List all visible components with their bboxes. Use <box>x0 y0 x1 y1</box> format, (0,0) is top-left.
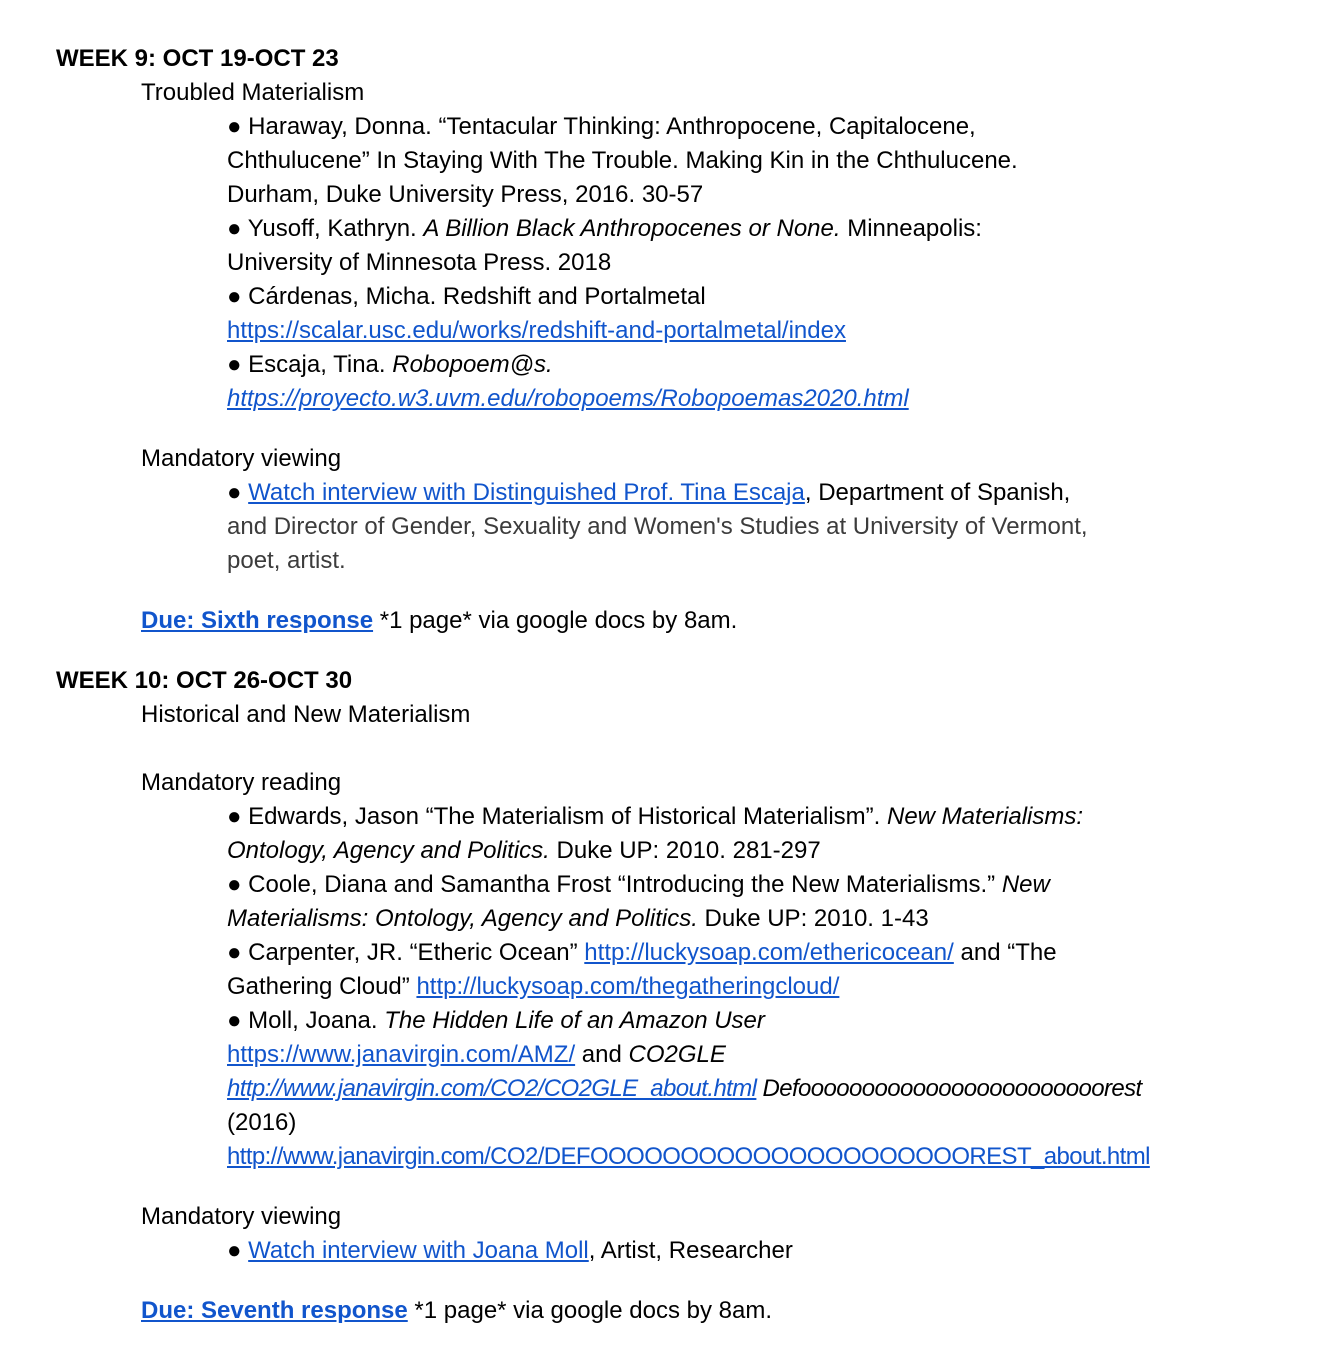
week10-heading: WEEK 10: OCT 26-OCT 30 <box>56 667 353 694</box>
reading-author: ● Carpenter, JR. “Etheric Ocean” <box>227 939 585 966</box>
etheric-ocean-link[interactable]: http://luckysoap.com/ethericocean/ <box>584 939 954 966</box>
week9-reading-3-line-1: ● Cárdenas, Micha. Redshift and Portalmetal <box>227 283 706 310</box>
week10-reading-4-line-2 <box>227 1038 726 1072</box>
reading-title: Defoooooooooooooooooooooooorest <box>756 1075 1142 1102</box>
reading-title: CO2GLE <box>628 1041 726 1068</box>
week9-reading-2-line-2: University of Minnesota Press. 2018 <box>227 249 612 276</box>
week10-reading-4-line-4: (2016) <box>227 1109 297 1136</box>
amz-link[interactable]: https://www.janavirgin.com/AMZ/ <box>227 1041 576 1068</box>
sixth-response-link[interactable]: Due: Sixth response <box>141 607 374 634</box>
week10-reading-2-line-2 <box>227 902 929 936</box>
viewing-description: , Artist, Researcher <box>588 1237 793 1264</box>
reading-title: New Materialisms: <box>887 803 1084 830</box>
reading-author: ● Escaja, Tina. <box>227 351 393 378</box>
week10-reading-4-line-5 <box>227 1140 1150 1174</box>
reading-title: Gathering Cloud” <box>227 973 417 1000</box>
redshift-portalmetal-link[interactable]: https://scalar.usc.edu/works/redshift-and-portalmetal/index <box>227 317 846 344</box>
week10-reading-1-line-1 <box>227 800 1083 834</box>
reading-connector: and <box>575 1041 629 1068</box>
reading-author: ● Yusoff, Kathryn. <box>227 215 424 242</box>
week10-reading-2-line-1 <box>227 868 1050 902</box>
week10-reading-label: Mandatory reading <box>141 769 342 796</box>
reading-author: ● Edwards, Jason “The Materialism of Historical Materialism”. <box>227 803 887 830</box>
week9-due-line <box>141 604 737 638</box>
week10-reading-3-line-2 <box>227 970 839 1004</box>
due-instructions: *1 page* via google docs by 8am. <box>407 1297 772 1324</box>
reading-publisher: Minneapolis: <box>840 215 982 242</box>
bullet: ● <box>227 1237 249 1264</box>
week9-reading-1-line-2: Chthulucene” In Staying With The Trouble. Making Kin in the Chthulucene. <box>227 147 1018 174</box>
week9-reading-3-url-line <box>227 314 846 348</box>
week10-due-line <box>141 1294 772 1328</box>
reading-title: The Hidden Life of an Amazon User <box>384 1007 765 1034</box>
robopoemas-link[interactable]: https://proyecto.w3.uvm.edu/robopoems/Robopoemas2020.html <box>227 385 909 412</box>
week9-reading-4-line-1 <box>227 348 553 382</box>
seventh-response-link[interactable]: Due: Seventh response <box>141 1297 408 1324</box>
week10-reading-1-line-2 <box>227 834 821 868</box>
bullet: ● <box>227 479 249 506</box>
due-instructions: *1 page* via google docs by 8am. <box>373 607 738 634</box>
week10-viewing-line-1 <box>227 1234 793 1268</box>
week10-reading-4-line-3 <box>227 1072 1142 1106</box>
week9-reading-4-url-line <box>227 382 909 416</box>
reading-title-cont: Materialisms: Ontology, Agency and Politics. <box>227 905 698 932</box>
reading-title: New <box>1001 871 1050 898</box>
tina-escaja-interview-link[interactable]: Watch interview with Distinguished Prof. Tina Escaja <box>248 479 805 506</box>
reading-title: A Billion Black Anthropocenes or None. <box>423 215 841 242</box>
week9-viewing-label: Mandatory viewing <box>141 445 342 472</box>
joana-moll-interview-link[interactable]: Watch interview with Joana Moll <box>248 1237 589 1264</box>
week10-reading-3-line-1 <box>227 936 1057 970</box>
week9-viewing-line-3: poet, artist. <box>227 547 346 574</box>
week9-heading: WEEK 9: OCT 19-OCT 23 <box>56 45 339 72</box>
reading-publisher: Duke UP: 2010. 281-297 <box>549 837 821 864</box>
week9-reading-2-line-1 <box>227 212 982 246</box>
reading-title: Robopoem@s. <box>392 351 553 378</box>
reading-author: ● Coole, Diana and Samantha Frost “Introducing the New Materialisms.” <box>227 871 1002 898</box>
co2gle-link[interactable]: http://www.janavirgin.com/CO2/CO2GLE_about.html <box>227 1075 757 1102</box>
week10-viewing-label: Mandatory viewing <box>141 1203 342 1230</box>
reading-connector: and “The <box>953 939 1057 966</box>
reading-publisher: Duke UP: 2010. 1-43 <box>697 905 929 932</box>
week9-reading-1-line-1: ● Haraway, Donna. “Tentacular Thinking: Anthropocene, Capitalocene, <box>227 113 976 140</box>
viewing-description: , Department of Spanish, <box>804 479 1071 506</box>
week9-viewing-line-2: and Director of Gender, Sexuality and Women's Studies at University of Vermont, <box>227 513 1088 540</box>
reading-author: ● Moll, Joana. <box>227 1007 385 1034</box>
deforest-link[interactable]: http://www.janavirgin.com/CO2/DEFOOOOOOOOOOOOOOOOOOOOOREST_about.html <box>227 1143 1150 1170</box>
week10-topic: Historical and New Materialism <box>141 701 471 728</box>
week9-topic: Troubled Materialism <box>141 79 365 106</box>
week9-reading-1-line-3: Durham, Duke University Press, 2016. 30-57 <box>227 181 704 208</box>
gathering-cloud-link[interactable]: http://luckysoap.com/thegatheringcloud/ <box>416 973 840 1000</box>
week10-reading-4-line-1 <box>227 1004 765 1038</box>
week9-viewing-line-1 <box>227 476 1070 510</box>
reading-title-cont: Ontology, Agency and Politics. <box>227 837 550 864</box>
